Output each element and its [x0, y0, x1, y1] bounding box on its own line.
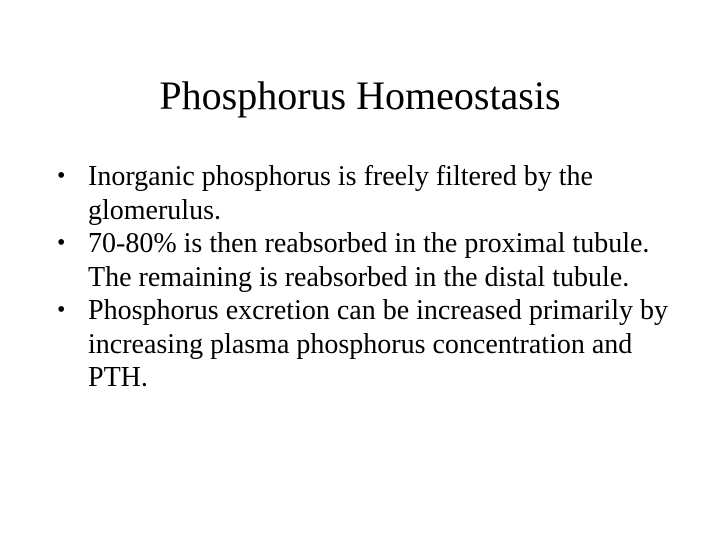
bullet-text: Inorganic phosphorus is freely filtered by the glomerulus.	[88, 161, 593, 226]
slide-title: Phosphorus Homeostasis	[159, 73, 561, 118]
bullet-text: Phosphorus excretion can be increased primarily by increasing plasma phosphorus concentration and PTH.	[88, 295, 669, 393]
bullet-icon: •	[57, 163, 66, 189]
bullet-icon: •	[57, 297, 66, 323]
bullet-text: 70-80% is then reabsorbed in the proximal tubule. The remaining is reabsorbed in the distal tubule.	[88, 228, 650, 293]
bullet-icon: •	[57, 230, 66, 256]
bullet-item	[57, 160, 677, 227]
bullet-item	[57, 294, 677, 395]
bullet-item	[57, 227, 677, 294]
bullet-list	[57, 160, 677, 395]
